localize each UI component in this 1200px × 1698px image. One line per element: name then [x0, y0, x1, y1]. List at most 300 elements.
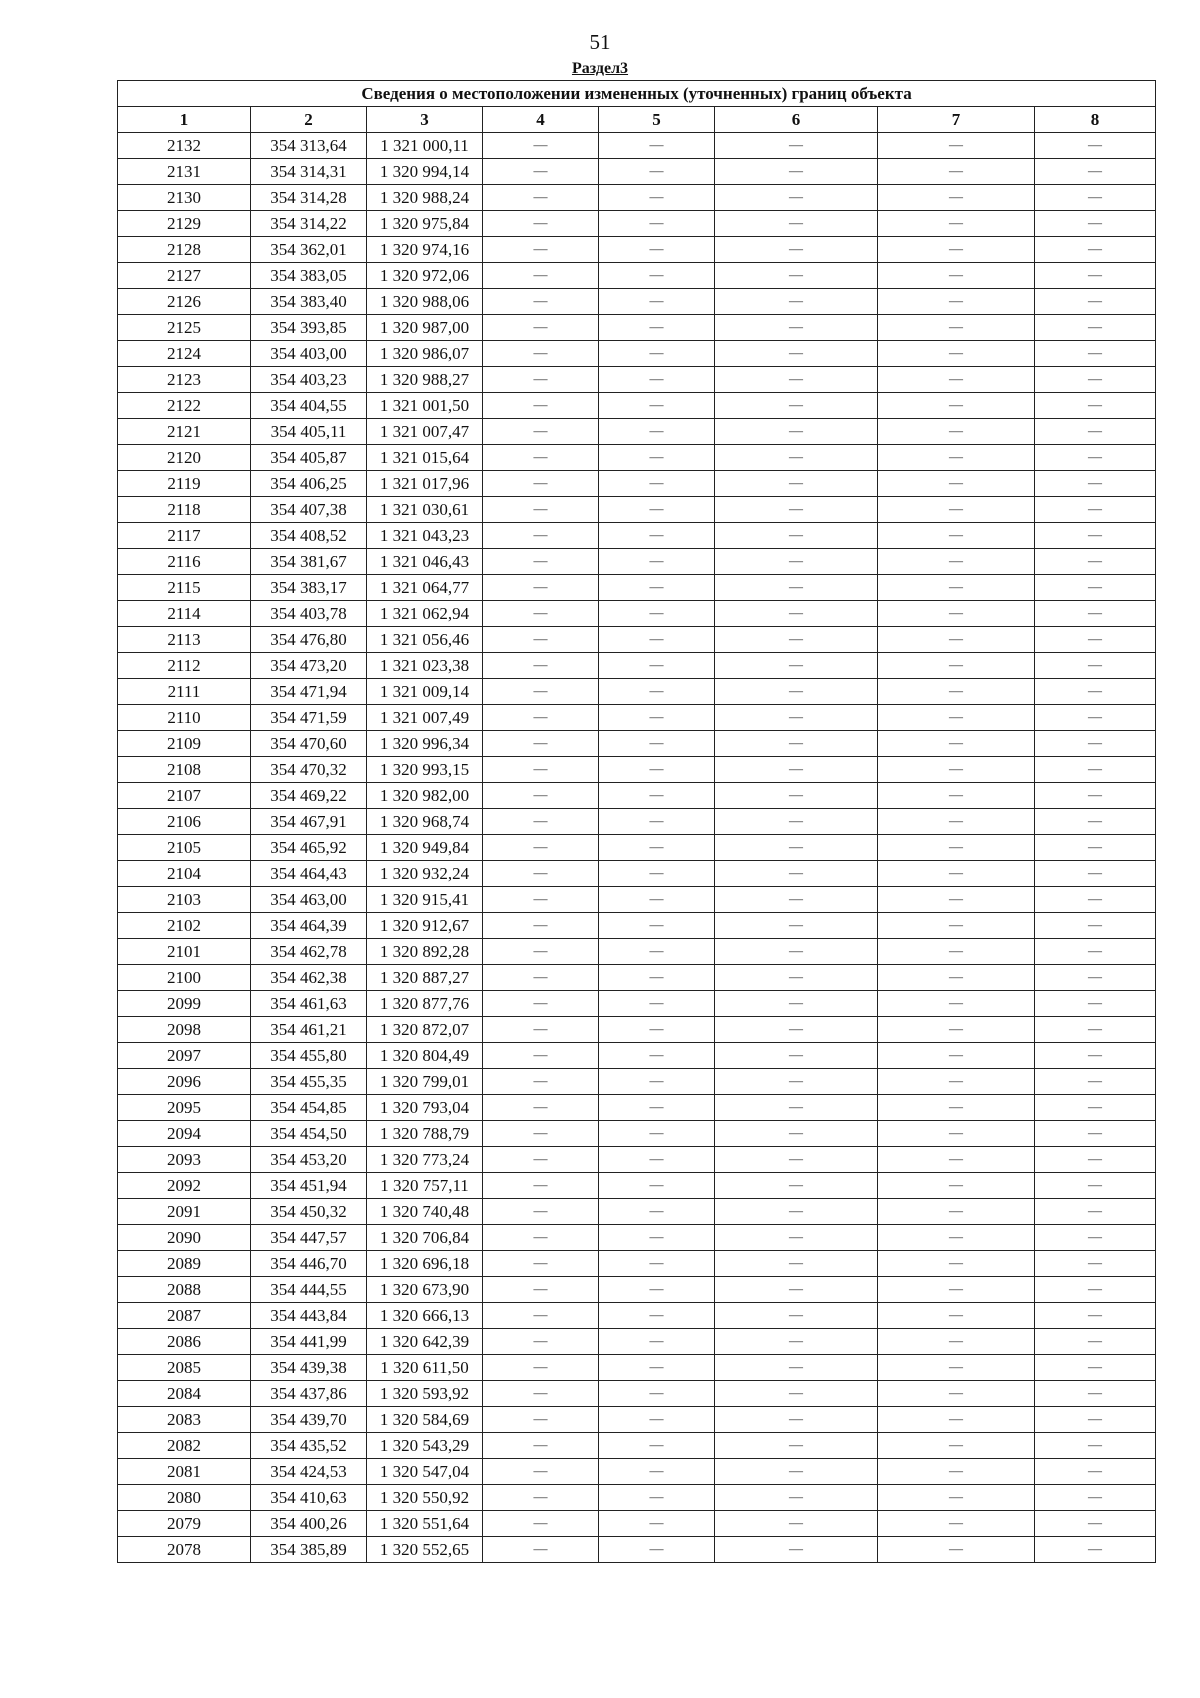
y-coordinate-cell: 1 320 611,50 [367, 1355, 483, 1381]
x-coordinate-cell: 354 424,53 [251, 1459, 367, 1485]
x-coordinate-cell: 354 404,55 [251, 393, 367, 419]
y-coordinate-cell: 1 320 996,34 [367, 731, 483, 757]
y-coordinate-cell: 1 320 773,24 [367, 1147, 483, 1173]
empty-cell: — [878, 237, 1035, 263]
empty-cell: — [878, 497, 1035, 523]
x-coordinate-cell: 354 383,17 [251, 575, 367, 601]
x-coordinate-cell: 354 441,99 [251, 1329, 367, 1355]
y-coordinate-cell: 1 321 046,43 [367, 549, 483, 575]
empty-cell: — [715, 159, 878, 185]
empty-cell: — [599, 913, 715, 939]
empty-cell: — [483, 1459, 599, 1485]
x-coordinate-cell: 354 464,43 [251, 861, 367, 887]
point-number-cell: 2100 [118, 965, 251, 991]
empty-cell: — [715, 1017, 878, 1043]
empty-cell: — [715, 393, 878, 419]
empty-cell: — [878, 1303, 1035, 1329]
table-caption: Сведения о местоположении измененных (уточненных) границ объекта [118, 81, 1156, 107]
empty-cell: — [878, 367, 1035, 393]
column-header: 8 [1035, 107, 1156, 133]
empty-cell: — [599, 263, 715, 289]
y-coordinate-cell: 1 320 968,74 [367, 809, 483, 835]
point-number-cell: 2080 [118, 1485, 251, 1511]
table-row [118, 965, 1156, 991]
y-coordinate-cell: 1 320 550,92 [367, 1485, 483, 1511]
x-coordinate-cell: 354 453,20 [251, 1147, 367, 1173]
table-row [118, 523, 1156, 549]
empty-cell: — [715, 1537, 878, 1563]
empty-cell: — [878, 1173, 1035, 1199]
empty-cell: — [1035, 185, 1156, 211]
empty-cell: — [1035, 627, 1156, 653]
empty-cell: — [878, 653, 1035, 679]
empty-cell: — [715, 185, 878, 211]
table-row [118, 575, 1156, 601]
empty-cell: — [878, 1537, 1035, 1563]
x-coordinate-cell: 354 461,21 [251, 1017, 367, 1043]
y-coordinate-cell: 1 320 706,84 [367, 1225, 483, 1251]
empty-cell: — [1035, 965, 1156, 991]
empty-cell: — [483, 1199, 599, 1225]
y-coordinate-cell: 1 320 986,07 [367, 341, 483, 367]
table-row [118, 471, 1156, 497]
x-coordinate-cell: 354 403,00 [251, 341, 367, 367]
empty-cell: — [599, 1095, 715, 1121]
empty-cell: — [878, 1199, 1035, 1225]
x-coordinate-cell: 354 450,32 [251, 1199, 367, 1225]
empty-cell: — [599, 1329, 715, 1355]
point-number-cell: 2097 [118, 1043, 251, 1069]
table-row [118, 263, 1156, 289]
empty-cell: — [599, 627, 715, 653]
empty-cell: — [1035, 1433, 1156, 1459]
empty-cell: — [1035, 211, 1156, 237]
empty-cell: — [599, 1147, 715, 1173]
y-coordinate-cell: 1 320 584,69 [367, 1407, 483, 1433]
y-coordinate-cell: 1 320 988,24 [367, 185, 483, 211]
point-number-cell: 2118 [118, 497, 251, 523]
empty-cell: — [483, 419, 599, 445]
table-row [118, 393, 1156, 419]
x-coordinate-cell: 354 444,55 [251, 1277, 367, 1303]
empty-cell: — [878, 445, 1035, 471]
table-row [118, 1069, 1156, 1095]
empty-cell: — [715, 289, 878, 315]
x-coordinate-cell: 354 362,01 [251, 237, 367, 263]
empty-cell: — [1035, 705, 1156, 731]
x-coordinate-cell: 354 471,59 [251, 705, 367, 731]
empty-cell: — [1035, 913, 1156, 939]
empty-cell: — [1035, 1225, 1156, 1251]
empty-cell: — [1035, 679, 1156, 705]
point-number-cell: 2123 [118, 367, 251, 393]
empty-cell: — [715, 1407, 878, 1433]
x-coordinate-cell: 354 383,05 [251, 263, 367, 289]
empty-cell: — [599, 185, 715, 211]
point-number-cell: 2120 [118, 445, 251, 471]
section-title: Раздел3 [571, 60, 629, 77]
empty-cell: — [878, 705, 1035, 731]
y-coordinate-cell: 1 320 974,16 [367, 237, 483, 263]
table-row [118, 1459, 1156, 1485]
empty-cell: — [878, 341, 1035, 367]
empty-cell: — [715, 1069, 878, 1095]
empty-cell: — [599, 835, 715, 861]
empty-cell: — [878, 1433, 1035, 1459]
y-coordinate-cell: 1 320 804,49 [367, 1043, 483, 1069]
empty-cell: — [483, 601, 599, 627]
empty-cell: — [1035, 1355, 1156, 1381]
empty-cell: — [483, 185, 599, 211]
empty-cell: — [599, 211, 715, 237]
table-row [118, 341, 1156, 367]
empty-cell: — [483, 1121, 599, 1147]
empty-cell: — [483, 861, 599, 887]
empty-cell: — [1035, 1303, 1156, 1329]
empty-cell: — [1035, 991, 1156, 1017]
y-coordinate-cell: 1 320 696,18 [367, 1251, 483, 1277]
empty-cell: — [715, 1225, 878, 1251]
empty-cell: — [878, 1121, 1035, 1147]
empty-cell: — [715, 783, 878, 809]
empty-cell: — [878, 159, 1035, 185]
table-row [118, 601, 1156, 627]
x-coordinate-cell: 354 393,85 [251, 315, 367, 341]
y-coordinate-cell: 1 320 673,90 [367, 1277, 483, 1303]
empty-cell: — [599, 939, 715, 965]
point-number-cell: 2108 [118, 757, 251, 783]
empty-cell: — [599, 1199, 715, 1225]
empty-cell: — [1035, 575, 1156, 601]
x-coordinate-cell: 354 447,57 [251, 1225, 367, 1251]
empty-cell: — [483, 1381, 599, 1407]
y-coordinate-cell: 1 320 994,14 [367, 159, 483, 185]
table-row [118, 679, 1156, 705]
empty-cell: — [715, 1121, 878, 1147]
point-number-cell: 2109 [118, 731, 251, 757]
empty-cell: — [483, 757, 599, 783]
y-coordinate-cell: 1 320 988,06 [367, 289, 483, 315]
point-number-cell: 2127 [118, 263, 251, 289]
point-number-cell: 2091 [118, 1199, 251, 1225]
y-coordinate-cell: 1 320 877,76 [367, 991, 483, 1017]
empty-cell: — [483, 809, 599, 835]
y-coordinate-cell: 1 320 972,06 [367, 263, 483, 289]
empty-cell: — [483, 1277, 599, 1303]
empty-cell: — [483, 393, 599, 419]
empty-cell: — [1035, 1147, 1156, 1173]
empty-cell: — [599, 419, 715, 445]
empty-cell: — [599, 445, 715, 471]
point-number-cell: 2130 [118, 185, 251, 211]
point-number-cell: 2081 [118, 1459, 251, 1485]
point-number-cell: 2101 [118, 939, 251, 965]
empty-cell: — [599, 1069, 715, 1095]
y-coordinate-cell: 1 321 043,23 [367, 523, 483, 549]
empty-cell: — [715, 705, 878, 731]
empty-cell: — [1035, 419, 1156, 445]
empty-cell: — [483, 965, 599, 991]
empty-cell: — [715, 1511, 878, 1537]
empty-cell: — [483, 887, 599, 913]
empty-cell: — [599, 653, 715, 679]
empty-cell: — [878, 211, 1035, 237]
empty-cell: — [715, 991, 878, 1017]
empty-cell: — [483, 497, 599, 523]
empty-cell: — [599, 1355, 715, 1381]
table-row [118, 1173, 1156, 1199]
empty-cell: — [878, 1277, 1035, 1303]
point-number-cell: 2106 [118, 809, 251, 835]
table-row [118, 445, 1156, 471]
point-number-cell: 2085 [118, 1355, 251, 1381]
y-coordinate-cell: 1 321 023,38 [367, 653, 483, 679]
y-coordinate-cell: 1 320 552,65 [367, 1537, 483, 1563]
table-row [118, 289, 1156, 315]
empty-cell: — [599, 133, 715, 159]
empty-cell: — [599, 1225, 715, 1251]
empty-cell: — [599, 159, 715, 185]
empty-cell: — [1035, 1485, 1156, 1511]
empty-cell: — [1035, 159, 1156, 185]
empty-cell: — [483, 991, 599, 1017]
empty-cell: — [878, 1381, 1035, 1407]
empty-cell: — [878, 809, 1035, 835]
empty-cell: — [878, 679, 1035, 705]
x-coordinate-cell: 354 455,35 [251, 1069, 367, 1095]
y-coordinate-cell: 1 320 912,67 [367, 913, 483, 939]
empty-cell: — [715, 1199, 878, 1225]
empty-cell: — [599, 1303, 715, 1329]
empty-cell: — [483, 679, 599, 705]
x-coordinate-cell: 354 385,89 [251, 1537, 367, 1563]
empty-cell: — [715, 575, 878, 601]
x-coordinate-cell: 354 403,78 [251, 601, 367, 627]
empty-cell: — [483, 1173, 599, 1199]
empty-cell: — [715, 965, 878, 991]
empty-cell: — [878, 393, 1035, 419]
point-number-cell: 2125 [118, 315, 251, 341]
empty-cell: — [483, 237, 599, 263]
empty-cell: — [878, 1355, 1035, 1381]
point-number-cell: 2086 [118, 1329, 251, 1355]
y-coordinate-cell: 1 320 666,13 [367, 1303, 483, 1329]
empty-cell: — [878, 419, 1035, 445]
empty-cell: — [483, 1485, 599, 1511]
point-number-cell: 2129 [118, 211, 251, 237]
empty-cell: — [1035, 1381, 1156, 1407]
empty-cell: — [715, 497, 878, 523]
x-coordinate-cell: 354 313,64 [251, 133, 367, 159]
y-coordinate-cell: 1 320 799,01 [367, 1069, 483, 1095]
empty-cell: — [715, 315, 878, 341]
empty-cell: — [599, 471, 715, 497]
table-row [118, 1511, 1156, 1537]
table-row [118, 133, 1156, 159]
x-coordinate-cell: 354 463,00 [251, 887, 367, 913]
empty-cell: — [715, 939, 878, 965]
empty-cell: — [1035, 1459, 1156, 1485]
empty-cell: — [599, 991, 715, 1017]
empty-cell: — [599, 289, 715, 315]
y-coordinate-cell: 1 321 030,61 [367, 497, 483, 523]
table-row [118, 185, 1156, 211]
x-coordinate-cell: 354 454,50 [251, 1121, 367, 1147]
empty-cell: — [1035, 835, 1156, 861]
empty-cell: — [715, 731, 878, 757]
column-header: 5 [599, 107, 715, 133]
empty-cell: — [599, 705, 715, 731]
point-number-cell: 2099 [118, 991, 251, 1017]
y-coordinate-cell: 1 320 887,27 [367, 965, 483, 991]
empty-cell: — [715, 1433, 878, 1459]
y-coordinate-cell: 1 320 642,39 [367, 1329, 483, 1355]
point-number-cell: 2102 [118, 913, 251, 939]
y-coordinate-cell: 1 320 988,27 [367, 367, 483, 393]
point-number-cell: 2119 [118, 471, 251, 497]
empty-cell: — [599, 861, 715, 887]
table-row [118, 1277, 1156, 1303]
y-coordinate-cell: 1 320 949,84 [367, 835, 483, 861]
table-row [118, 653, 1156, 679]
table-row [118, 367, 1156, 393]
empty-cell: — [483, 159, 599, 185]
empty-cell: — [715, 913, 878, 939]
empty-cell: — [1035, 549, 1156, 575]
empty-cell: — [483, 627, 599, 653]
empty-cell: — [715, 627, 878, 653]
empty-cell: — [878, 1043, 1035, 1069]
y-coordinate-cell: 1 320 932,24 [367, 861, 483, 887]
y-coordinate-cell: 1 321 017,96 [367, 471, 483, 497]
empty-cell: — [878, 1511, 1035, 1537]
empty-cell: — [1035, 523, 1156, 549]
point-number-cell: 2083 [118, 1407, 251, 1433]
empty-cell: — [878, 549, 1035, 575]
y-coordinate-cell: 1 320 593,92 [367, 1381, 483, 1407]
empty-cell: — [599, 367, 715, 393]
x-coordinate-cell: 354 464,39 [251, 913, 367, 939]
empty-cell: — [715, 757, 878, 783]
empty-cell: — [599, 965, 715, 991]
x-coordinate-cell: 354 314,22 [251, 211, 367, 237]
point-number-cell: 2115 [118, 575, 251, 601]
empty-cell: — [878, 1407, 1035, 1433]
table-row [118, 757, 1156, 783]
empty-cell: — [1035, 1277, 1156, 1303]
empty-cell: — [878, 913, 1035, 939]
table-row [118, 1485, 1156, 1511]
x-coordinate-cell: 354 461,63 [251, 991, 367, 1017]
empty-cell: — [715, 419, 878, 445]
empty-cell: — [483, 1251, 599, 1277]
empty-cell: — [483, 575, 599, 601]
empty-cell: — [599, 1381, 715, 1407]
empty-cell: — [483, 705, 599, 731]
point-number-cell: 2082 [118, 1433, 251, 1459]
empty-cell: — [599, 1407, 715, 1433]
empty-cell: — [1035, 757, 1156, 783]
point-number-cell: 2114 [118, 601, 251, 627]
empty-cell: — [599, 1017, 715, 1043]
empty-cell: — [878, 601, 1035, 627]
empty-cell: — [878, 991, 1035, 1017]
x-coordinate-cell: 354 407,38 [251, 497, 367, 523]
empty-cell: — [715, 263, 878, 289]
empty-cell: — [483, 835, 599, 861]
empty-cell: — [599, 1121, 715, 1147]
empty-cell: — [715, 887, 878, 913]
empty-cell: — [715, 835, 878, 861]
table-row [118, 497, 1156, 523]
y-coordinate-cell: 1 321 064,77 [367, 575, 483, 601]
empty-cell: — [715, 1303, 878, 1329]
empty-cell: — [878, 471, 1035, 497]
empty-cell: — [599, 575, 715, 601]
empty-cell: — [1035, 341, 1156, 367]
empty-cell: — [878, 757, 1035, 783]
x-coordinate-cell: 354 471,94 [251, 679, 367, 705]
y-coordinate-cell: 1 320 915,41 [367, 887, 483, 913]
table-row [118, 939, 1156, 965]
x-coordinate-cell: 354 473,20 [251, 653, 367, 679]
empty-cell: — [483, 783, 599, 809]
empty-cell: — [599, 549, 715, 575]
empty-cell: — [1035, 1199, 1156, 1225]
empty-cell: — [483, 1355, 599, 1381]
empty-cell: — [878, 1225, 1035, 1251]
x-coordinate-cell: 354 383,40 [251, 289, 367, 315]
empty-cell: — [1035, 1537, 1156, 1563]
point-number-cell: 2107 [118, 783, 251, 809]
empty-cell: — [878, 1147, 1035, 1173]
y-coordinate-cell: 1 321 009,14 [367, 679, 483, 705]
empty-cell: — [715, 133, 878, 159]
column-header: 1 [118, 107, 251, 133]
empty-cell: — [878, 861, 1035, 887]
empty-cell: — [1035, 1069, 1156, 1095]
empty-cell: — [483, 445, 599, 471]
empty-cell: — [483, 133, 599, 159]
empty-cell: — [715, 1251, 878, 1277]
empty-cell: — [878, 1069, 1035, 1095]
column-header: 2 [251, 107, 367, 133]
empty-cell: — [878, 1485, 1035, 1511]
y-coordinate-cell: 1 321 000,11 [367, 133, 483, 159]
empty-cell: — [715, 367, 878, 393]
empty-cell: — [1035, 809, 1156, 835]
x-coordinate-cell: 354 314,28 [251, 185, 367, 211]
x-coordinate-cell: 354 462,38 [251, 965, 367, 991]
empty-cell: — [483, 1407, 599, 1433]
table-row [118, 1407, 1156, 1433]
table-row [118, 1121, 1156, 1147]
empty-cell: — [483, 1537, 599, 1563]
empty-cell: — [1035, 601, 1156, 627]
y-coordinate-cell: 1 320 993,15 [367, 757, 483, 783]
empty-cell: — [1035, 1511, 1156, 1537]
point-number-cell: 2079 [118, 1511, 251, 1537]
empty-cell: — [878, 263, 1035, 289]
empty-cell: — [715, 1485, 878, 1511]
empty-cell: — [483, 653, 599, 679]
empty-cell: — [715, 549, 878, 575]
table-row [118, 731, 1156, 757]
table-row [118, 1147, 1156, 1173]
point-number-cell: 2094 [118, 1121, 251, 1147]
table-row [118, 1303, 1156, 1329]
x-coordinate-cell: 354 405,87 [251, 445, 367, 471]
